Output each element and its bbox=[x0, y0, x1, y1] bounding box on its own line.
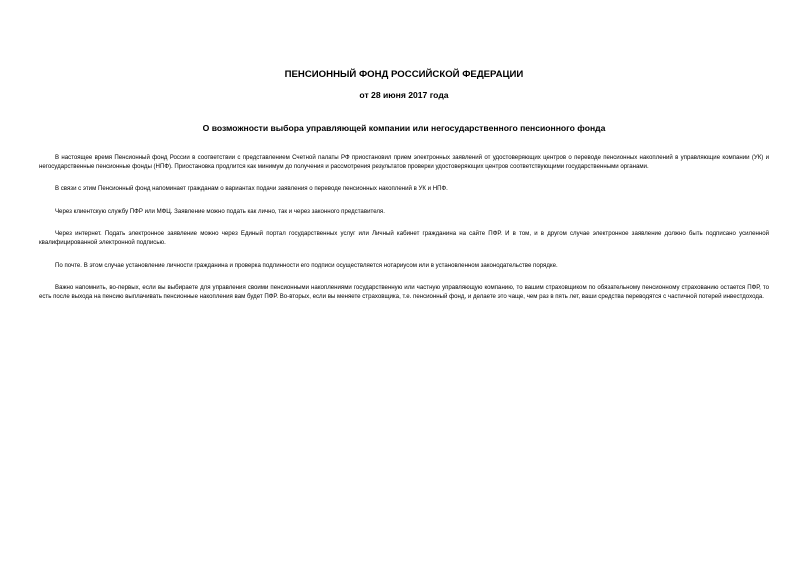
organization-title: ПЕНСИОННЫЙ ФОНД РОССИЙСКОЙ ФЕДЕРАЦИИ bbox=[284, 69, 524, 80]
paragraph-suspension-notice: В настоящее время Пенсионный фонд России в соответствии с представлением Счетной палаты РФ приостановил прием электронных заявлений от удостоверяющих центров о переводе пенсионных накоплений в управляющие компании (УК) и негосударственные пенсионные фонды (НПФ). Приостановка продлится как минимум до получения и рассмотрения результатов проверки удостоверяющих центров соответствующими государственными органами. bbox=[39, 154, 769, 170]
paragraph-internet: Через интернет. Подать электронное заявление можно через Единый портал государственных услуг или Личный кабинет гражданина на сайте ПФР. И в том, и в другом случае электронное заявление должно быть подписано усиленной квалифицированной электронной подписью. bbox=[39, 230, 769, 246]
paragraph-reminder: В связи с этим Пенсионный фонд напоминает гражданам о вариантах подачи заявления о переводе пенсионных накоплений в УК и НПФ. bbox=[55, 185, 448, 193]
document-body bbox=[39, 154, 769, 301]
paragraph-mail: По почте. В этом случае установление личности гражданина и проверка подлинности его подписи осуществляется нотариусом или в установленном законодательстве порядке. bbox=[55, 261, 558, 269]
paragraph-client-service: Через клиентскую службу ПФР или МФЦ. Заявление можно подать как лично, так и через законного представителя. bbox=[55, 207, 385, 215]
document-date: от 28 июня 2017 года bbox=[359, 90, 449, 100]
document-page bbox=[39, 0, 769, 571]
paragraph-important: Важно напомнить, во-первых, если вы выбираете для управления своими пенсионными накоплениями государственную или частную управляющую компанию, то вашим страховщиком по обязательному пенсионному страхованию остается ПФР, то есть после выхода на пенсию выплачивать пенсионные накопления вам будет ПФР. Во-вторых, если вы меняете страховщика, т.е. пенсионный фонд, и делаете это чаще, чем раз в пять лет, ваши средства переводятся с частичной потерей инвестдохода. bbox=[39, 284, 769, 300]
document-heading: О возможности выбора управляющей компании или негосударственного пенсионного фонда bbox=[202, 123, 606, 133]
